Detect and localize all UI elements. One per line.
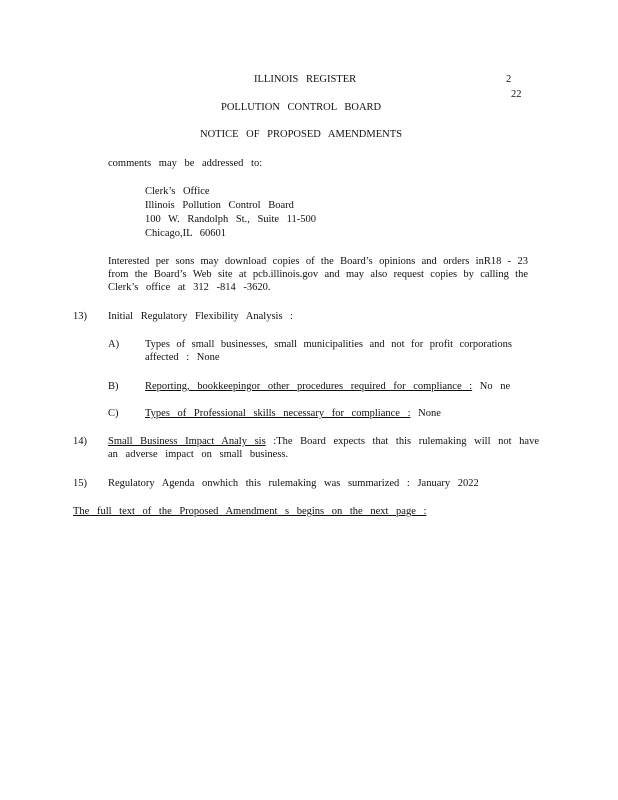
- item-13b-underlined: Reporting, bookkeepingor other procedures required for compliance :: [145, 381, 473, 392]
- item-13c-suffix: None: [410, 408, 441, 419]
- item-15-number: 15): [73, 478, 87, 489]
- register-title: ILLINOIS REGISTER: [254, 74, 357, 85]
- item-14-underlined: Small Business Impact Analy sis: [108, 436, 266, 447]
- address-line-2: Illinois Pollution Control Board: [145, 200, 294, 211]
- page-number-bottom: 22: [511, 89, 522, 100]
- item-13a-line-2: affected : None: [145, 352, 220, 363]
- item-13c-letter: C): [108, 408, 119, 419]
- item-14-line-1: [108, 435, 539, 449]
- item-13a-letter: A): [108, 339, 120, 350]
- item-13c-underlined: Types of Professional skills necessary for compliance :: [145, 408, 411, 419]
- notice-heading: NOTICE OF PROPOSED AMENDMENTS: [200, 129, 402, 140]
- page-number-top: 2: [506, 74, 512, 85]
- comments-line: comments may be addressed to:: [108, 158, 263, 169]
- download-line-3: Clerk’s office at 312 -814 -3620.: [108, 282, 271, 293]
- item-13a-line-1: Types of small businesses, small municipalities and not for profit corporations: [145, 339, 512, 350]
- address-line-1: Clerk’s Office: [145, 186, 210, 197]
- download-line-1: Interested per sons may download copies of the Board’s opinions and orders inR18 - 23: [108, 256, 528, 267]
- full-text-notice: The full text of the Proposed Amendment s begins on the next page :: [73, 506, 427, 517]
- agency-name: POLLUTION CONTROL BOARD: [221, 102, 382, 113]
- item-14-line-1-rest: :The Board expects that this rulemaking will not have: [265, 436, 539, 447]
- item-13-number: 13): [73, 311, 87, 322]
- address-line-3: 100 W. Randolph St., Suite 11-500: [145, 214, 317, 225]
- item-13c-text: [145, 407, 441, 421]
- item-14-number: 14): [73, 436, 87, 447]
- item-14-line-2: an adverse impact on small business.: [108, 449, 289, 460]
- item-13b-text: [145, 380, 510, 394]
- item-13-title: Initial Regulatory Flexibility Analysis :: [108, 311, 294, 322]
- item-13b-letter: B): [108, 381, 119, 392]
- download-line-2: from the Board’s Web site at pcb.illinois.gov and may also request copies by calling the: [108, 269, 528, 280]
- item-13b-suffix: No ne: [472, 381, 511, 392]
- item-15-text: Regulatory Agenda onwhich this rulemaking was summarized : January 2022: [108, 478, 479, 489]
- address-line-4: Chicago,IL 60601: [145, 228, 227, 239]
